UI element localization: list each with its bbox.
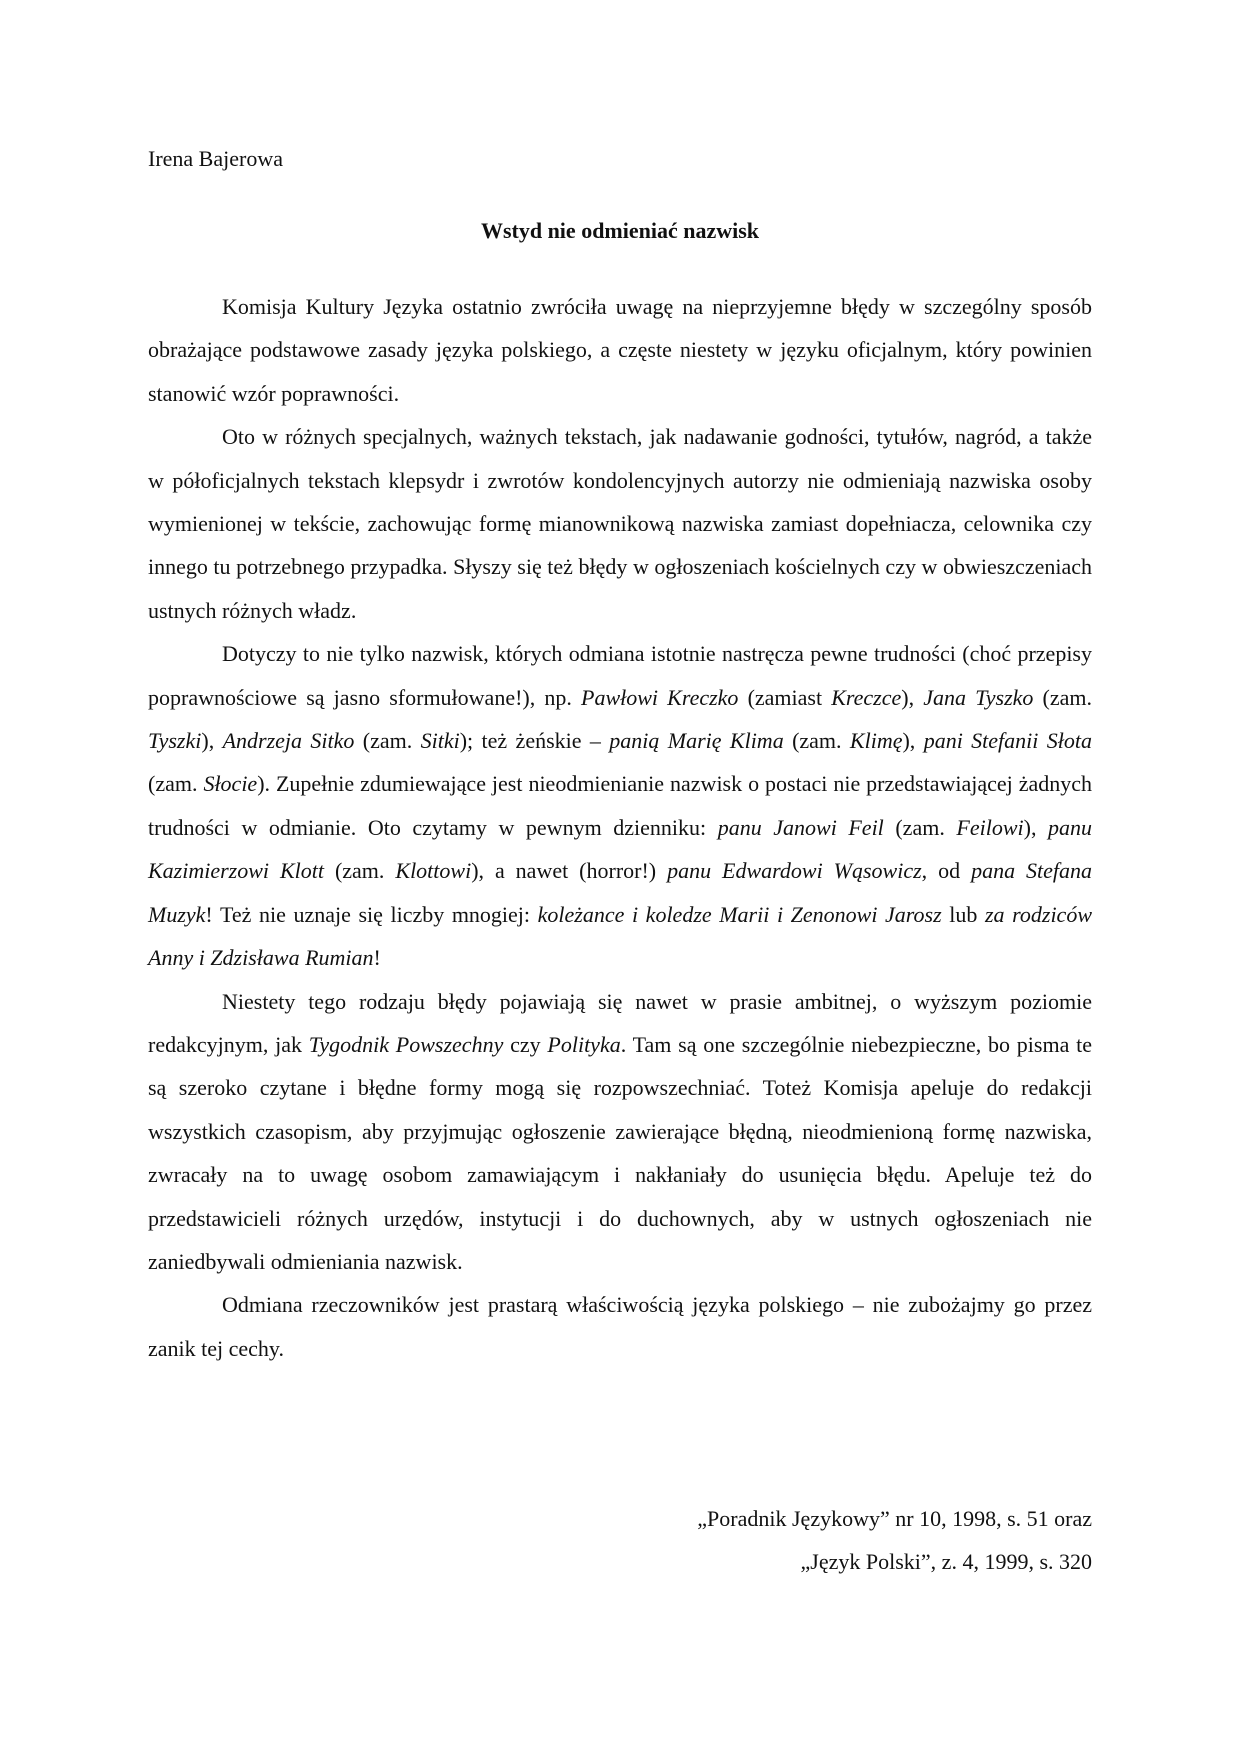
italic-example: pana Stefana Muzyk xyxy=(148,858,1093,927)
citation-line: „Język Polski”, z. 4, 1999, s. 320 xyxy=(800,1549,1092,1574)
text-segment: , od xyxy=(921,858,972,884)
text-segment: ), a nawet (horror!) xyxy=(471,858,668,884)
text-segment: (zam. xyxy=(883,814,957,840)
italic-example: Tyszki xyxy=(148,728,202,754)
text-segment: Odmiana rzeczowników jest prastarą właściwością języka polskiego – nie zubożajmy go przez zanik tej cechy. xyxy=(148,1292,1092,1361)
text-segment: (zam. xyxy=(783,728,850,754)
paragraph xyxy=(148,1283,1092,1370)
text-segment: Komisja Kultury Języka ostatnio zwróciła uwagę na nieprzyjemne błędy w szczególny sposób obrażające podstawowe zasady języka polskiego, a częste niestety w języku oficjalnym, który powinien stanowić wzór poprawności. xyxy=(148,294,1092,406)
italic-example: Tygodnik Powszechny xyxy=(308,1031,504,1057)
text-segment: ), xyxy=(1023,814,1049,840)
document-title: Wstyd nie odmieniać nazwisk xyxy=(480,218,760,243)
text-segment: Niestety tego rodzaju błędy pojawiają się nawet w prasie ambitnej, o wyższym poziomie redakcyjnym, jak xyxy=(148,988,1092,1057)
text-segment: (zamiast xyxy=(738,684,832,710)
text-segment: czy xyxy=(503,1031,548,1057)
italic-example: Andrzeja Sitko xyxy=(222,728,355,754)
italic-example: Pawłowi Kreczko xyxy=(581,684,739,710)
text-segment: ), xyxy=(901,684,924,710)
author-name: Irena Bajerowa xyxy=(148,146,283,171)
text-segment: ), xyxy=(902,728,924,754)
italic-example: koleżance i koledze Marii i Zenonowi Jarosz xyxy=(537,901,942,927)
citation-line: „Poradnik Językowy” nr 10, 1998, s. 51 oraz xyxy=(697,1506,1092,1531)
text-segment: (zam. xyxy=(324,858,396,884)
text-segment: (zam. xyxy=(148,771,204,797)
text-segment: ). Zupełnie zdumiewające jest nieodmienianie nazwisk o postaci nie przedstawiającej żadnych trudności w odmianie. Oto czytamy w pewnym dzienniku: xyxy=(148,771,1093,840)
italic-example: Kreczce xyxy=(831,684,902,710)
text-segment: ! xyxy=(373,945,381,971)
text-segment: ), xyxy=(201,728,223,754)
italic-example: Słocie xyxy=(203,771,258,797)
italic-example: panu Kazimierzowi Klott xyxy=(148,814,1093,884)
italic-example: Polityka xyxy=(547,1031,621,1057)
italic-example: Feilowi xyxy=(956,814,1024,840)
text-segment: Dotyczy to nie tylko nazwisk, których odmiana istotnie nastręcza pewne trudności (choć przepisy poprawnościowe są jasno sformułowane!), np. xyxy=(148,641,1092,710)
italic-example: za rodziców Anny i Zdzisława Rumian xyxy=(148,901,1092,971)
italic-example: panu Janowi Feil xyxy=(717,814,884,840)
document-body xyxy=(148,285,1092,1370)
italic-example: Klottowi xyxy=(395,858,472,884)
paragraph xyxy=(148,980,1092,1284)
italic-example: panu Edwardowi Wąsowicz xyxy=(667,858,922,884)
paragraph xyxy=(148,415,1092,632)
source-citation xyxy=(148,1497,1092,1583)
italic-example: Jana Tyszko xyxy=(923,684,1034,710)
italic-example: pani Stefanii Słota xyxy=(923,728,1092,754)
paragraph xyxy=(148,632,1092,979)
text-segment: Oto w różnych specjalnych, ważnych tekstach, jak nadawanie godności, tytułów, nagród, a także w półoficjalnych tekstach klepsydr i zwrotów kondolencyjnych autorzy nie odmieniają nazwiska osoby wymienionej w tekście, zachowując formę mianownikową nazwiska zamiast dopełniacza, celownika czy innego tu potrzebnego przypadka. Słyszy się też błędy w ogłoszeniach kościelnych czy w obwieszczeniach ustnych różnych władz. xyxy=(148,424,1092,623)
text-segment: ); też żeńskie – xyxy=(459,728,610,754)
text-segment: (zam. xyxy=(1033,684,1093,710)
text-segment: (zam. xyxy=(354,728,421,754)
text-segment: lub xyxy=(941,901,985,927)
italic-example: Sitki xyxy=(420,728,460,754)
paragraph xyxy=(148,285,1092,415)
text-segment: . Tam są one szczególnie niebezpieczne, bo pisma te są szeroko czytane i błędne formy mogą się rozpowszechniać. Toteż Komisja apeluje do redakcji wszystkich czasopism, aby przyjmując ogłoszenie zawierające błędną, nieodmienioną formę nazwiska, zwracały na to uwagę osobom zamawiającym i nakłaniały do usunięcia błędu. Apeluje też do przedstawicieli różnych urzędów, instytucji i do duchownych, aby w ustnych ogłoszeniach nie zaniedbywali odmieniania nazwisk. xyxy=(148,1031,1092,1274)
italic-example: Klimę xyxy=(849,728,903,754)
text-segment: ! Też nie uznaje się liczby mnogiej: xyxy=(205,901,538,927)
italic-example: panią Marię Klima xyxy=(609,728,784,754)
